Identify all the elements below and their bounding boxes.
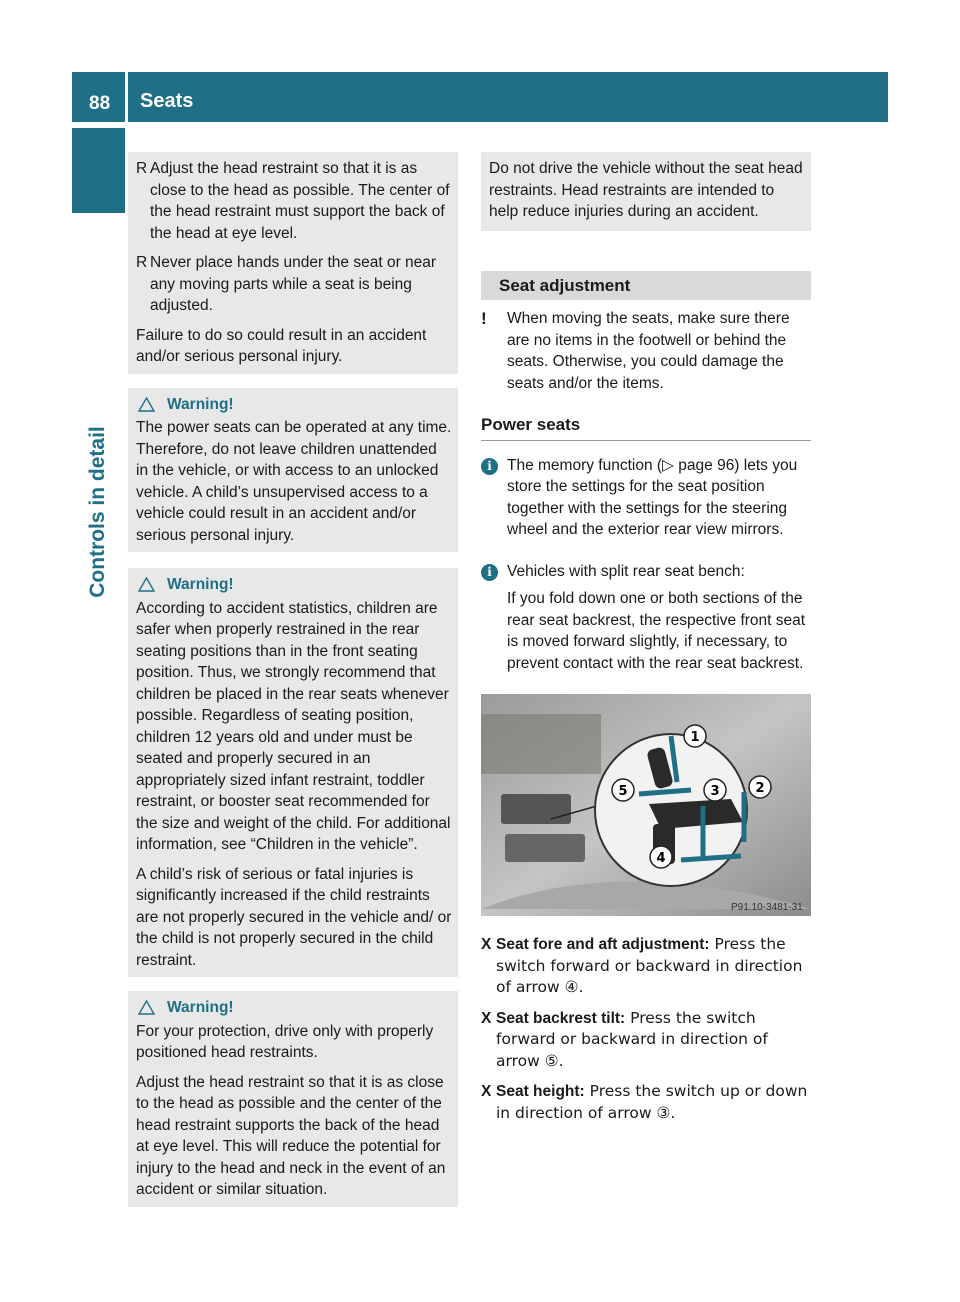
step-text: Press the switch up or down in direction of arrow ③. [496,1082,808,1122]
step-marker: X [481,1083,492,1100]
header-divider [125,72,128,122]
warning-text: A child’s risk of serious or fatal injuries is significantly increased if the child restraints are not properly secured in the vehicle and/ or the child is not properly secured in the child restraint. [136,865,452,969]
step-marker: X [481,1009,492,1027]
info-text: The memory function (▷ page 96) lets you store the settings for the seat position together with the settings for the steering wheel and the exterior rear view mirrors. [507,456,798,538]
callout-label: 4 [656,851,666,866]
side-label: Controls in detail [86,426,109,598]
side-tab [72,128,125,213]
info-title: Vehicles with split rear seat bench: [507,562,745,580]
warning-heading [136,394,452,416]
step-label: Seat backrest tilt: [496,1009,626,1027]
bullet-item [136,158,452,244]
info-text: If you fold down one or both sections of the rear seat backrest, the respective front seat is moved forward slightly, if necessary, to prevent contact with the rear seat backrest. [507,590,806,672]
seat-controls-photo [481,694,811,916]
bullet-mark: R [136,254,148,271]
image-code: P91.10-3481-31 [731,902,803,913]
callout-label: 5 [618,784,628,799]
step-item [481,934,811,999]
warning-text: The power seats can be operated at any time. Therefore, do not leave children unattended in the vehicle, or with access to an unlocked vehicle. A child’s unsupervised access to a vehicle could result in an accident and/or serious personal injury. [136,419,452,544]
warning-text: According to accident statistics, children are safer when properly restrained in the rear seating positions than in the front seating position. Thus, we strongly recommend that children be placed in the rear seats whenever possible. Regardless of seating position, children 12 years old and under must be seated and properly secured in an appropriately sized infant restraint, toddler restraint, or booster seat recommended for the size and weight of the child. For additional information, see “Children in the vehicle”. [136,599,451,853]
bullet-text: Adjust the head restraint so that it is as close to the head as possible. The center of the head restraint must support the back of the head at eye level. [150,160,450,242]
step-marker: X [481,936,492,953]
section-title: Seats [140,90,194,112]
warning-triangle-icon [138,397,155,412]
caution-text: When moving the seats, make sure there are no items in the footwell or behind the seats. Otherwise, you could damage the seats and/or the items. [507,310,790,392]
warning-triangle-icon [138,1000,155,1015]
seat-controls-illustration [481,694,811,916]
step-label: Seat height: [496,1083,585,1100]
info-icon: i [481,458,498,475]
info-icon: i [481,564,498,581]
warning-heading [136,574,452,596]
warning-title: Warning! [167,999,234,1016]
warning-triangle-icon [138,577,155,592]
warning-title: Warning! [167,576,234,593]
step-text: Press the switch forward or backward in direction of arrow ④. [496,935,803,996]
subheading: Power seats [481,414,811,441]
info-note [481,561,811,681]
page-number: 88 [72,72,125,122]
warning-text: For your protection, drive only with properly positioned head restraints. [136,1022,434,1061]
warning-box [128,568,458,977]
right-column [481,152,811,1133]
callout-label: 1 [690,730,700,745]
step-item [481,1008,811,1073]
bullet-item [136,252,452,317]
info-note [481,455,811,547]
instruction-box [128,152,458,374]
section-heading: Seat adjustment [481,271,811,301]
callout-label: 3 [710,784,720,799]
bullet-mark: R [136,160,148,177]
step-label: Seat fore and aft adjustment: [496,936,710,953]
step-item [481,1081,811,1124]
callout-label: 2 [755,781,765,796]
notice-text: Do not drive the vehicle without the seat head restraints. Head restraints are intended to help reduce injuries during an accident. [489,160,803,220]
caution-exclamation-icon: ! [481,309,487,328]
warning-heading [136,997,452,1019]
notice-box [481,152,811,231]
box-footer: Failure to do so could result in an accident and/or serious personal injury. [136,326,427,365]
header-bar [72,72,888,122]
warning-box [128,388,458,553]
bullet-text: Never place hands under the seat or near any moving parts while a seat is being adjusted. [150,254,437,314]
step-text: Press the switch forward or backward in direction of arrow ⑤. [496,1008,768,1070]
warning-box [128,991,458,1207]
warning-text: Adjust the head restraint so that it is as close to the head as possible and the center of the head restraint supports the back of the head at eye level. This will reduce the potential for injury to the head and neck in the event of an accident or similar situation. [136,1073,446,1198]
caution-note [481,308,811,400]
left-column [128,152,458,1207]
warning-title: Warning! [167,395,234,413]
